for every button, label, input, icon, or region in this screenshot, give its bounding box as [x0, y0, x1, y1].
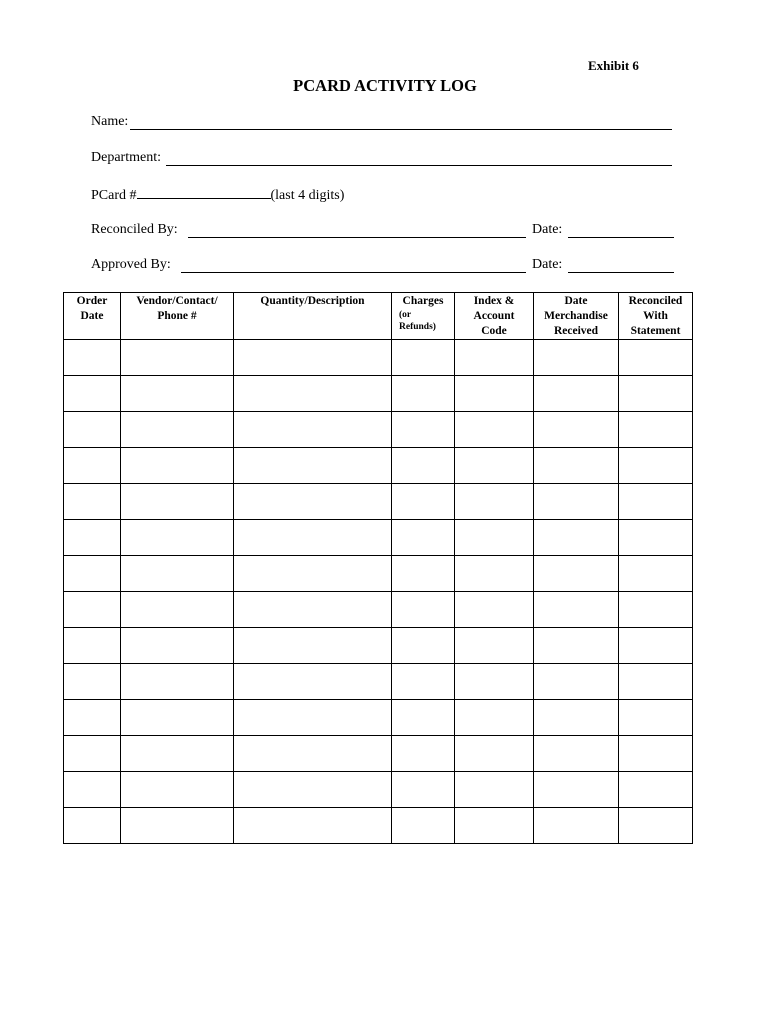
- cell-quantity-description[interactable]: [234, 664, 392, 700]
- cell-charges[interactable]: [392, 412, 455, 448]
- approved-date-label: Date:: [532, 257, 563, 272]
- cell-index-account-code[interactable]: [455, 412, 534, 448]
- cell-quantity-description[interactable]: [234, 448, 392, 484]
- cell-charges[interactable]: [392, 556, 455, 592]
- cell-reconciled[interactable]: [619, 772, 693, 808]
- cell-order-date[interactable]: [64, 484, 121, 520]
- header-vendor: Vendor/Contact/ Phone #: [121, 293, 234, 340]
- cell-vendor[interactable]: [121, 664, 234, 700]
- cell-reconciled[interactable]: [619, 556, 693, 592]
- cell-charges[interactable]: [392, 484, 455, 520]
- reconciled-by-line: [188, 237, 526, 238]
- cell-date-received[interactable]: [534, 520, 619, 556]
- cell-charges[interactable]: [392, 664, 455, 700]
- name-field[interactable]: [91, 114, 128, 130]
- cell-reconciled[interactable]: [619, 376, 693, 412]
- pcard-line: [137, 186, 271, 199]
- cell-quantity-description[interactable]: [234, 376, 392, 412]
- cell-quantity-description[interactable]: [234, 772, 392, 808]
- cell-charges[interactable]: [392, 700, 455, 736]
- pcard-label: PCard #: [91, 188, 137, 203]
- cell-quantity-description[interactable]: [234, 412, 392, 448]
- cell-date-received[interactable]: [534, 700, 619, 736]
- cell-index-account-code[interactable]: [455, 484, 534, 520]
- cell-reconciled[interactable]: [619, 340, 693, 376]
- cell-quantity-description[interactable]: [234, 556, 392, 592]
- approved-by-field[interactable]: [91, 257, 563, 273]
- cell-order-date[interactable]: [64, 448, 121, 484]
- cell-reconciled[interactable]: [619, 484, 693, 520]
- cell-index-account-code[interactable]: [455, 772, 534, 808]
- cell-charges[interactable]: [392, 448, 455, 484]
- cell-date-received[interactable]: [534, 808, 619, 844]
- activity-log-table: [63, 292, 693, 844]
- cell-reconciled[interactable]: [619, 448, 693, 484]
- cell-date-received[interactable]: [534, 592, 619, 628]
- cell-vendor[interactable]: [121, 628, 234, 664]
- cell-order-date[interactable]: [64, 376, 121, 412]
- cell-index-account-code[interactable]: [455, 556, 534, 592]
- table-row: [64, 520, 693, 556]
- approved-by-line: [181, 272, 526, 273]
- cell-reconciled[interactable]: [619, 412, 693, 448]
- cell-reconciled[interactable]: [619, 664, 693, 700]
- header-index-account-code: Index & Account Code: [455, 293, 534, 340]
- cell-vendor[interactable]: [121, 772, 234, 808]
- cell-date-received[interactable]: [534, 772, 619, 808]
- cell-reconciled[interactable]: [619, 808, 693, 844]
- cell-vendor[interactable]: [121, 700, 234, 736]
- cell-vendor[interactable]: [121, 340, 234, 376]
- cell-index-account-code[interactable]: [455, 808, 534, 844]
- cell-charges[interactable]: [392, 772, 455, 808]
- charges-note: (or: [399, 310, 412, 320]
- header-order-date: Order Date: [64, 293, 121, 340]
- cell-order-date[interactable]: [64, 772, 121, 808]
- cell-index-account-code[interactable]: [455, 376, 534, 412]
- cell-quantity-description[interactable]: [234, 628, 392, 664]
- exhibit-label: Exhibit 6: [588, 58, 639, 73]
- table-row: [64, 484, 693, 520]
- cell-vendor[interactable]: [121, 376, 234, 412]
- pcard-field[interactable]: [91, 186, 344, 204]
- cell-index-account-code[interactable]: [455, 592, 534, 628]
- cell-date-received[interactable]: [534, 376, 619, 412]
- cell-date-received[interactable]: [534, 736, 619, 772]
- cell-vendor[interactable]: [121, 448, 234, 484]
- cell-date-received[interactable]: [534, 448, 619, 484]
- cell-index-account-code[interactable]: [455, 520, 534, 556]
- cell-quantity-description[interactable]: [234, 340, 392, 376]
- cell-date-received[interactable]: [534, 412, 619, 448]
- table-row: [64, 700, 693, 736]
- cell-charges[interactable]: [392, 628, 455, 664]
- cell-charges[interactable]: [392, 376, 455, 412]
- table-row: [64, 772, 693, 808]
- header-quantity-description: Quantity/Description: [234, 293, 392, 340]
- cell-quantity-description[interactable]: [234, 700, 392, 736]
- cell-vendor[interactable]: [121, 484, 234, 520]
- charges-note: Refunds): [399, 322, 436, 332]
- cell-date-received[interactable]: [534, 664, 619, 700]
- pcard-hint: (last 4 digits): [270, 188, 345, 203]
- cell-charges[interactable]: [392, 808, 455, 844]
- cell-vendor[interactable]: [121, 736, 234, 772]
- cell-date-received[interactable]: [534, 484, 619, 520]
- cell-order-date[interactable]: [64, 736, 121, 772]
- cell-charges[interactable]: [392, 340, 455, 376]
- cell-vendor[interactable]: [121, 412, 234, 448]
- cell-order-date[interactable]: [64, 628, 121, 664]
- cell-reconciled[interactable]: [619, 700, 693, 736]
- cell-date-received[interactable]: [534, 628, 619, 664]
- cell-vendor[interactable]: [121, 808, 234, 844]
- cell-date-received[interactable]: [534, 340, 619, 376]
- cell-quantity-description[interactable]: [234, 520, 392, 556]
- table-body: [64, 340, 693, 844]
- cell-quantity-description[interactable]: [234, 808, 392, 844]
- approved-by-label: Approved By:: [91, 257, 171, 272]
- table-row: [64, 808, 693, 844]
- cell-order-date[interactable]: [64, 412, 121, 448]
- department-label: Department:: [91, 150, 161, 165]
- cell-reconciled[interactable]: [619, 628, 693, 664]
- approved-date-line: [568, 272, 674, 273]
- cell-reconciled[interactable]: [619, 520, 693, 556]
- table-row: [64, 448, 693, 484]
- department-field[interactable]: [91, 150, 161, 166]
- cell-date-received[interactable]: [534, 556, 619, 592]
- table-row: [64, 592, 693, 628]
- table-row: [64, 664, 693, 700]
- cell-quantity-description[interactable]: [234, 736, 392, 772]
- cell-index-account-code[interactable]: [455, 664, 534, 700]
- cell-vendor[interactable]: [121, 592, 234, 628]
- name-line: [130, 129, 672, 130]
- header-reconciled: Reconciled With Statement: [619, 293, 693, 340]
- table-row: [64, 628, 693, 664]
- cell-index-account-code[interactable]: [455, 340, 534, 376]
- cell-vendor[interactable]: [121, 520, 234, 556]
- cell-quantity-description[interactable]: [234, 484, 392, 520]
- cell-order-date[interactable]: [64, 808, 121, 844]
- reconciled-date-line: [568, 237, 674, 238]
- name-label: Name:: [91, 114, 129, 129]
- table-row: [64, 556, 693, 592]
- reconciled-by-label: Reconciled By:: [91, 222, 178, 237]
- table-row: [64, 376, 693, 412]
- cell-order-date[interactable]: [64, 664, 121, 700]
- page-title: PCARD ACTIVITY LOG: [293, 76, 477, 95]
- reconciled-by-field[interactable]: [91, 222, 563, 238]
- cell-index-account-code[interactable]: [455, 700, 534, 736]
- cell-quantity-description[interactable]: [234, 592, 392, 628]
- cell-reconciled[interactable]: [619, 592, 693, 628]
- cell-reconciled[interactable]: [619, 736, 693, 772]
- cell-index-account-code[interactable]: [455, 628, 534, 664]
- cell-order-date[interactable]: [64, 592, 121, 628]
- department-line: [166, 165, 672, 166]
- header-charges: Charges (or Refunds): [392, 293, 455, 340]
- cell-order-date[interactable]: [64, 340, 121, 376]
- cell-vendor[interactable]: [121, 556, 234, 592]
- reconciled-date-label: Date:: [532, 222, 563, 237]
- cell-charges[interactable]: [392, 592, 455, 628]
- cell-order-date[interactable]: [64, 556, 121, 592]
- cell-charges[interactable]: [392, 520, 455, 556]
- table-row: [64, 736, 693, 772]
- cell-index-account-code[interactable]: [455, 448, 534, 484]
- table-header-row: [64, 293, 693, 340]
- table-row: [64, 340, 693, 376]
- cell-order-date[interactable]: [64, 700, 121, 736]
- cell-charges[interactable]: [392, 736, 455, 772]
- cell-order-date[interactable]: [64, 520, 121, 556]
- cell-index-account-code[interactable]: [455, 736, 534, 772]
- table-row: [64, 412, 693, 448]
- header-date-received: Date Merchandise Received: [534, 293, 619, 340]
